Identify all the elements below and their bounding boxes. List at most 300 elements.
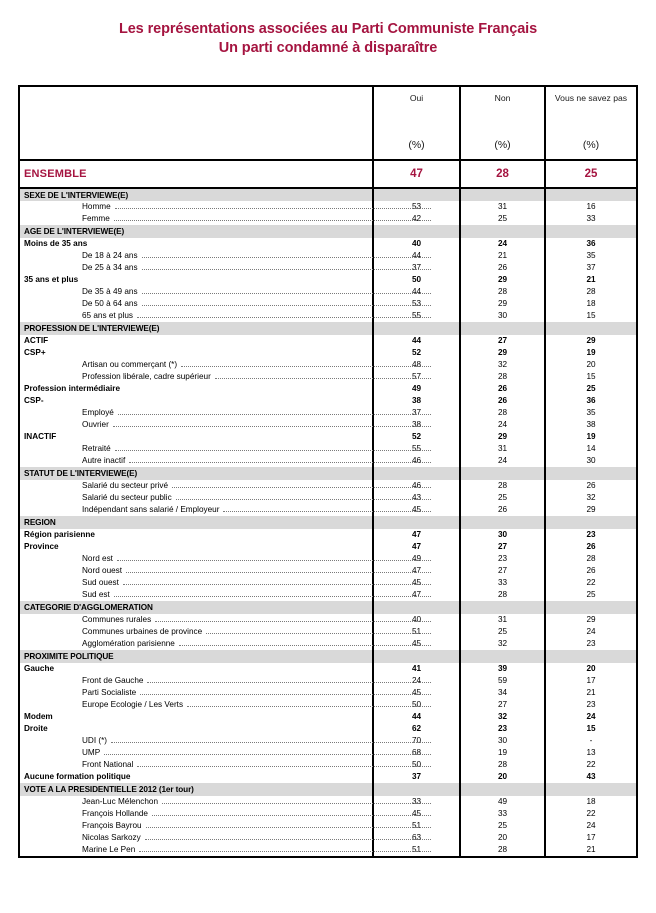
section-header-row: [20, 467, 636, 480]
row-value-oui: 47: [373, 541, 460, 553]
table-row: [20, 492, 636, 504]
row-label: Région parisienne: [24, 530, 95, 539]
row-value-nsp: 24: [586, 712, 596, 721]
section-header-label: VOTE A LA PRESIDENTIELLE 2012 (1er tour): [20, 783, 373, 796]
row-value-nsp: 19: [586, 348, 596, 357]
row-label-cell: [20, 359, 373, 371]
row-value-oui: 50: [373, 274, 460, 286]
row-value-non: 30: [460, 529, 545, 541]
section-header-row: [20, 516, 636, 529]
row-label-cell: [20, 529, 373, 541]
row-value-nsp: 26: [586, 481, 596, 490]
section-header-label: SEXE DE L'INTERVIEWE(E): [20, 188, 373, 201]
row-value-non: 30: [460, 735, 545, 747]
section-header-label: REGION: [20, 516, 373, 529]
section-header-label: CATEGORIE D'AGGLOMERATION: [20, 601, 373, 614]
row-value-non: 23: [460, 553, 545, 565]
row-value-nsp: 29: [586, 336, 596, 345]
row-label-cell: [20, 687, 373, 699]
table-row: [20, 395, 636, 407]
row-label-cell: [20, 541, 373, 553]
row-label: CSP-: [24, 396, 44, 405]
row-label-cell: [20, 250, 373, 262]
row-value-nsp: 13: [586, 748, 596, 757]
row-label-cell: [20, 796, 373, 808]
table-row: [20, 832, 636, 844]
total-row-oui: 47: [373, 160, 460, 188]
row-label: Nord est: [82, 554, 113, 563]
row-value-nsp: 29: [586, 615, 596, 624]
row-value-nsp: 19: [586, 432, 596, 441]
row-value-non: 27: [460, 699, 545, 711]
results-table: [20, 87, 636, 856]
row-value-oui: 62: [373, 723, 460, 735]
row-value-non: 28: [460, 589, 545, 601]
row-value-nsp: 35: [586, 408, 596, 417]
row-value-nsp: 15: [586, 311, 596, 320]
table-row: [20, 383, 636, 395]
row-value-nsp: 20: [586, 360, 596, 369]
row-label-cell: [20, 699, 373, 711]
row-label: De 18 à 24 ans: [82, 251, 138, 260]
row-label: Profession libérale, cadre supérieur: [82, 372, 211, 381]
row-value-oui: 45: [373, 638, 460, 650]
row-label-cell: [20, 492, 373, 504]
row-value-oui: 51: [373, 844, 460, 856]
dotted-leader: [179, 645, 431, 646]
table-row: [20, 711, 636, 723]
row-label: UMP: [82, 748, 101, 757]
table-row: [20, 286, 636, 298]
row-value-oui: 45: [373, 808, 460, 820]
row-value-oui: 44: [373, 286, 460, 298]
row-value-oui: 40: [373, 614, 460, 626]
row-value-non: 26: [460, 262, 545, 274]
row-value-nsp: 15: [586, 372, 596, 381]
row-label-cell: [20, 614, 373, 626]
total-row-label: ENSEMBLE: [20, 160, 373, 188]
row-value-non: 29: [460, 298, 545, 310]
row-label: De 25 à 34 ans: [82, 263, 138, 272]
row-label-cell: [20, 565, 373, 577]
row-value-nsp: 23: [586, 639, 596, 648]
row-value-nsp: 14: [586, 444, 596, 453]
dotted-leader: [111, 742, 431, 743]
dotted-leader: [147, 682, 431, 683]
row-label-cell: [20, 419, 373, 431]
row-label: François Bayrou: [82, 821, 142, 830]
header-cell-nsp: [545, 87, 636, 160]
table-row: [20, 335, 636, 347]
section-header-spacer-oui: [373, 601, 460, 614]
section-header-spacer-non: [460, 467, 545, 480]
row-value-oui: 37: [373, 771, 460, 783]
dotted-leader: [187, 706, 431, 707]
row-label-cell: [20, 747, 373, 759]
row-label: François Hollande: [82, 809, 148, 818]
row-value-nsp: 22: [586, 578, 596, 587]
table-row: [20, 796, 636, 808]
row-value-nsp: 38: [586, 420, 596, 429]
dotted-leader: [155, 621, 431, 622]
row-value-non: 28: [460, 286, 545, 298]
row-label: Femme: [82, 214, 110, 223]
row-label: Indépendant sans salarié / Employeur: [82, 505, 220, 514]
row-label: De 35 à 49 ans: [82, 287, 138, 296]
section-header-label: AGE DE L'INTERVIEWE(E): [20, 225, 373, 238]
dotted-leader: [176, 499, 431, 500]
row-label-cell: [20, 771, 373, 783]
row-value-nsp: 17: [586, 833, 596, 842]
row-value-nsp: 36: [586, 239, 596, 248]
section-header-spacer-oui: [373, 188, 460, 201]
row-value-oui: 50: [373, 759, 460, 771]
row-value-oui: 43: [373, 492, 460, 504]
row-value-oui: 46: [373, 480, 460, 492]
section-header-row: [20, 225, 636, 238]
row-label-cell: [20, 310, 373, 322]
table-row: [20, 480, 636, 492]
row-label-cell: [20, 553, 373, 565]
row-value-nsp: 36: [586, 396, 596, 405]
row-value-non: 29: [460, 431, 545, 443]
row-value-non: 19: [460, 747, 545, 759]
row-label: Nicolas Sarkozy: [82, 833, 141, 842]
section-header-label: STATUT DE L'INTERVIEWE(E): [20, 467, 373, 480]
row-label-cell: [20, 626, 373, 638]
row-value-nsp: 25: [586, 384, 596, 393]
row-value-oui: 49: [373, 553, 460, 565]
table-row: [20, 262, 636, 274]
row-label-cell: [20, 455, 373, 467]
row-label-cell: [20, 759, 373, 771]
row-label-cell: [20, 735, 373, 747]
dotted-leader: [146, 827, 431, 828]
row-value-non: 20: [460, 832, 545, 844]
row-value-nsp: 22: [586, 809, 596, 818]
table-row: [20, 504, 636, 516]
row-value-oui: 57: [373, 371, 460, 383]
row-label-cell: [20, 723, 373, 735]
row-label-cell: [20, 395, 373, 407]
row-value-non: 23: [460, 723, 545, 735]
row-value-oui: 53: [373, 298, 460, 310]
table-row: [20, 614, 636, 626]
row-value-nsp: 21: [586, 275, 596, 284]
row-value-oui: 63: [373, 832, 460, 844]
row-value-oui: 47: [373, 565, 460, 577]
row-value-oui: 55: [373, 310, 460, 322]
table-row: [20, 626, 636, 638]
row-label-cell: [20, 443, 373, 455]
section-header-row: [20, 601, 636, 614]
row-value-nsp: 21: [586, 845, 596, 854]
section-header-spacer-non: [460, 783, 545, 796]
row-label: Front de Gauche: [82, 676, 144, 685]
row-value-oui: 51: [373, 626, 460, 638]
row-value-oui: 44: [373, 250, 460, 262]
row-label: Moins de 35 ans: [24, 239, 88, 248]
row-label: Europe Ecologie / Les Verts: [82, 700, 184, 709]
row-label: Communes urbaines de province: [82, 627, 203, 636]
table-row: [20, 213, 636, 225]
row-value-oui: 42: [373, 213, 460, 225]
table-row: [20, 663, 636, 675]
dotted-leader: [129, 462, 431, 463]
table-row: [20, 589, 636, 601]
header-cell-oui: [373, 87, 460, 160]
row-value-nsp: 17: [586, 676, 596, 685]
row-value-nsp: 22: [586, 760, 596, 769]
dotted-leader: [223, 511, 431, 512]
row-label: Ouvrier: [82, 420, 109, 429]
row-label-cell: [20, 577, 373, 589]
row-value-non: 31: [460, 201, 545, 213]
row-value-non: 32: [460, 638, 545, 650]
dotted-leader: [117, 560, 431, 561]
section-header-spacer-non: [460, 225, 545, 238]
row-label-cell: [20, 589, 373, 601]
table-row: [20, 577, 636, 589]
dotted-leader: [123, 584, 431, 585]
row-value-non: 24: [460, 419, 545, 431]
row-value-non: 59: [460, 675, 545, 687]
title-line-2: Un parti condamné à disparaître: [218, 39, 438, 56]
dotted-leader: [181, 366, 431, 367]
header-pct-nsp: (%): [582, 139, 600, 151]
row-label: CSP+: [24, 348, 46, 357]
table-row: [20, 359, 636, 371]
row-value-oui: 33: [373, 796, 460, 808]
row-label: INACTIF: [24, 432, 57, 441]
row-value-nsp: 16: [586, 202, 596, 211]
row-value-non: 31: [460, 614, 545, 626]
header-row: [20, 87, 636, 160]
row-label-cell: [20, 480, 373, 492]
table-row: [20, 675, 636, 687]
row-value-oui: 55: [373, 443, 460, 455]
dotted-leader: [162, 803, 431, 804]
dotted-leader: [115, 450, 431, 451]
row-value-nsp: 15: [586, 724, 596, 733]
section-header-label: PROFESSION DE L'INTERVIEWE(E): [20, 322, 373, 335]
table-row: [20, 747, 636, 759]
row-value-nsp: 30: [586, 456, 596, 465]
row-value-nsp: 24: [586, 821, 596, 830]
row-value-non: 26: [460, 383, 545, 395]
row-label: Artisan ou commerçant (*): [82, 360, 178, 369]
table-row: [20, 371, 636, 383]
row-label-cell: [20, 347, 373, 359]
row-value-oui: 51: [373, 820, 460, 832]
row-label: Salarié du secteur privé: [82, 481, 169, 490]
row-value-non: 28: [460, 759, 545, 771]
row-value-non: 39: [460, 663, 545, 675]
row-label-cell: [20, 504, 373, 516]
header-cell-non: [460, 87, 545, 160]
row-value-oui: 37: [373, 262, 460, 274]
table-row: [20, 638, 636, 650]
section-header-spacer-oui: [373, 225, 460, 238]
row-value-oui: 44: [373, 711, 460, 723]
header-pct-non: (%): [494, 139, 511, 151]
table-row: [20, 759, 636, 771]
dotted-leader: [172, 487, 431, 488]
row-value-nsp: 26: [586, 566, 596, 575]
row-value-nsp: 37: [586, 263, 596, 272]
row-value-non: 29: [460, 274, 545, 286]
row-value-oui: 41: [373, 663, 460, 675]
row-value-non: 33: [460, 808, 545, 820]
row-label-cell: [20, 638, 373, 650]
table-row: [20, 687, 636, 699]
row-label: Marine Le Pen: [82, 845, 136, 854]
row-value-oui: 52: [373, 431, 460, 443]
row-label-cell: [20, 711, 373, 723]
row-label-cell: [20, 675, 373, 687]
section-header-spacer-nsp: [545, 188, 636, 201]
row-label: Autre inactif: [82, 456, 126, 465]
dotted-leader: [137, 317, 431, 318]
total-row-nsp: 25: [545, 160, 636, 188]
dotted-leader: [137, 766, 431, 767]
dotted-leader: [142, 269, 431, 270]
row-label-cell: [20, 238, 373, 250]
row-value-non: 24: [460, 455, 545, 467]
row-value-oui: 45: [373, 687, 460, 699]
row-label: Nord ouest: [82, 566, 123, 575]
table-row: [20, 310, 636, 322]
page-title: [0, 0, 656, 58]
row-value-nsp: 24: [586, 627, 596, 636]
row-label-cell: [20, 213, 373, 225]
dotted-leader: [152, 815, 431, 816]
table-body: [20, 160, 636, 856]
table-row: [20, 419, 636, 431]
section-header-spacer-nsp: [545, 467, 636, 480]
table-header: [20, 87, 636, 160]
dotted-leader: [140, 694, 431, 695]
row-value-non: 30: [460, 310, 545, 322]
section-header-row: [20, 783, 636, 796]
table-row: [20, 820, 636, 832]
row-value-oui: 47: [373, 529, 460, 541]
row-value-oui: 47: [373, 589, 460, 601]
row-value-nsp: 28: [586, 287, 596, 296]
row-value-oui: 46: [373, 455, 460, 467]
table-row: [20, 298, 636, 310]
row-value-oui: 53: [373, 201, 460, 213]
row-value-nsp: 29: [586, 505, 596, 514]
row-label: UDI (*): [82, 736, 108, 745]
row-label-cell: [20, 274, 373, 286]
row-value-nsp: -: [589, 736, 593, 745]
section-header-row: [20, 188, 636, 201]
row-value-nsp: 21: [586, 688, 596, 697]
section-header-spacer-non: [460, 650, 545, 663]
row-value-non: 27: [460, 541, 545, 553]
header-label-oui: Oui: [409, 93, 424, 103]
row-label-cell: [20, 832, 373, 844]
row-label: Salarié du secteur public: [82, 493, 172, 502]
header-pct-oui: (%): [408, 139, 425, 151]
row-label-cell: [20, 663, 373, 675]
row-value-nsp: 35: [586, 251, 596, 260]
row-label-cell: [20, 286, 373, 298]
section-header-spacer-nsp: [545, 601, 636, 614]
row-value-oui: 45: [373, 504, 460, 516]
dotted-leader: [113, 426, 431, 427]
header-label-non: Non: [494, 93, 511, 103]
dotted-leader: [115, 208, 431, 209]
row-value-nsp: 26: [586, 542, 596, 551]
row-value-non: 25: [460, 820, 545, 832]
row-label-cell: [20, 808, 373, 820]
row-label-cell: [20, 431, 373, 443]
row-label-cell: [20, 383, 373, 395]
section-header-spacer-oui: [373, 467, 460, 480]
row-value-non: 29: [460, 347, 545, 359]
row-label: Aucune formation politique: [24, 772, 131, 781]
dotted-leader: [104, 754, 431, 755]
section-header-spacer-non: [460, 188, 545, 201]
section-header-spacer-oui: [373, 650, 460, 663]
section-header-spacer-non: [460, 601, 545, 614]
dotted-leader: [215, 378, 431, 379]
section-header-spacer-nsp: [545, 322, 636, 335]
row-value-oui: 45: [373, 577, 460, 589]
dotted-leader: [142, 305, 431, 306]
dotted-leader: [139, 851, 431, 852]
header-cell-blank: [20, 87, 373, 160]
table-row: [20, 808, 636, 820]
row-label: Communes rurales: [82, 615, 152, 624]
dotted-leader: [114, 596, 431, 597]
row-label-cell: [20, 844, 373, 856]
table-row: [20, 529, 636, 541]
row-label: Sud est: [82, 590, 110, 599]
row-value-non: 24: [460, 238, 545, 250]
row-value-oui: 37: [373, 407, 460, 419]
row-value-nsp: 32: [586, 493, 596, 502]
row-value-oui: 38: [373, 395, 460, 407]
row-label-cell: [20, 298, 373, 310]
section-header-row: [20, 650, 636, 663]
table-row: [20, 238, 636, 250]
row-label: Province: [24, 542, 59, 551]
dotted-leader: [114, 220, 431, 221]
row-value-oui: 38: [373, 419, 460, 431]
row-value-oui: 52: [373, 347, 460, 359]
table-row: [20, 699, 636, 711]
row-value-non: 34: [460, 687, 545, 699]
row-value-non: 27: [460, 565, 545, 577]
row-label: Gauche: [24, 664, 55, 673]
section-header-spacer-oui: [373, 516, 460, 529]
header-label-nsp: Vous ne savez pas: [554, 93, 628, 103]
row-label-cell: [20, 262, 373, 274]
row-label-cell: [20, 407, 373, 419]
table-row: [20, 771, 636, 783]
dotted-leader: [142, 257, 431, 258]
row-value-oui: 24: [373, 675, 460, 687]
row-value-non: 49: [460, 796, 545, 808]
title-line-1: Les représentations associées au Parti Communiste Français: [118, 21, 538, 37]
row-value-non: 31: [460, 443, 545, 455]
row-value-nsp: 18: [586, 797, 596, 806]
table-row: [20, 250, 636, 262]
section-header-spacer-oui: [373, 783, 460, 796]
